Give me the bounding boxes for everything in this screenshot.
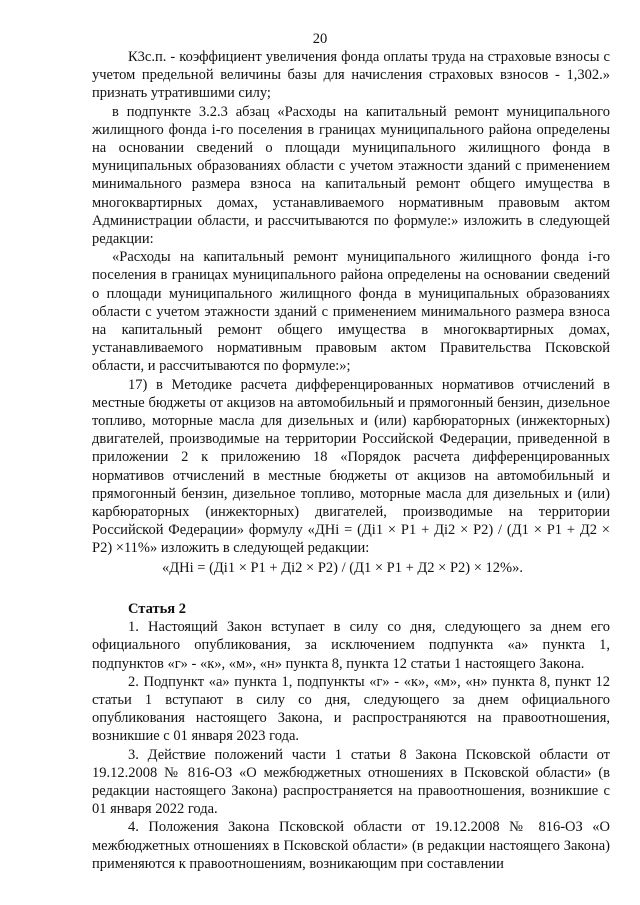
article-2-point-1: 1. Настоящий Закон вступает в силу со дня, следующего за днем его официального опубликования, за исключением подпункта «а» пункта 1, подпунктов «г» - «к», «м», «н» пункта 8, пункта 12 статьи 1 настоящего Закона.: [92, 619, 610, 672]
paragraph-coefficient-definition: К3с.п. - коэффициент увеличения фонда оплаты труда на страховые взносы с учетом предельной величины базы для начисления страховых взносов - 1,302.» признать утратившими силу;: [92, 49, 610, 102]
paragraph-new-wording: «Расходы на капитальный ремонт муниципального жилищного фонда i-го поселения в границах муниципального района определены на основании сведений о площади муниципального жилищного фонда в муниципальных образованиях области с учетом этажности зданий с применением минимального размера взноса на капитальный ремонт общего имущества в многоквартирных домах, устанавливаемого нормативным правовым актом Правительства Псковской области, и рассчитываются по формуле:»;: [92, 249, 610, 375]
article-2-point-3: 3. Действие положений части 1 статьи 8 Закона Псковской области от 19.12.2008 № 816-ОЗ «О межбюджетных отношениях в Псковской области» (в редакции настоящего Закона) распространяется на правоотношения, возникшие с 01 января 2022 года.: [92, 746, 610, 818]
article-2-point-4: 4. Положения Закона Псковской области от 19.12.2008 № 816-ОЗ «О межбюджетных отношениях в Псковской области» (в редакции настоящего Закона) применяются к правоотношениям, возникающим при составлении: [92, 819, 610, 872]
paragraph-item-17: 17) в Методике расчета дифференцированных нормативов отчислений в местные бюджеты от акцизов на автомобильный и прямогонный бензин, дизельное топливо, моторные масла для дизельных и (или) карбюраторных (инжекторных) двигателей, производимые на территории Российской Федерации, приведенной в приложении 2 к приложению 18 «Порядок расчета дифференцированных нормативов отчислений в местные бюджеты от акцизов на автомобильный и прямогонный бензин, дизельное топливо, моторные масла для дизельных и (или) карбюраторных (инжекторных) двигателей, производимые на территории Российской Федерации» формулу «ДНi = (Дi1 × P1 + Дi2 × P2) / (Д1 × P1 + Д2 × P2) ×11%» изложить в следующей редакции:: [92, 376, 610, 557]
article-2-heading: Статья 2: [128, 600, 186, 617]
formula-new: «ДНi = (Дi1 × P1 + Дi2 × P2) / (Д1 × P1 + Д2 × P2) × 12%».: [162, 559, 523, 576]
paragraph-subclause-3-2-3: в подпункте 3.2.3 абзац «Расходы на капитальный ремонт муниципального жилищного фонда i-го поселения в границах муниципального района определены на основании сведений о площади муниципального жилищного фонда в муниципальных образованиях области с учетом этажности зданий с применением минимального размера взноса на капитальный ремонт общего имущества в многоквартирных домах, устанавливаемого нормативным правовым актом Администрации области, и рассчитываются по формуле:» изложить в следующей редакции:: [92, 103, 610, 248]
page-number: 20: [312, 31, 328, 47]
document-body: [92, 48, 610, 873]
article-2-point-2: 2. Подпункт «а» пункта 1, подпункты «г» - «к», «м», «н» пункта 8, пункт 12 статьи 1 вступают в силу со дня, следующего за днем официального опубликования настоящего Закона, и распространяются на правоотношения, возникшие с 01 января 2023 года.: [92, 673, 610, 745]
